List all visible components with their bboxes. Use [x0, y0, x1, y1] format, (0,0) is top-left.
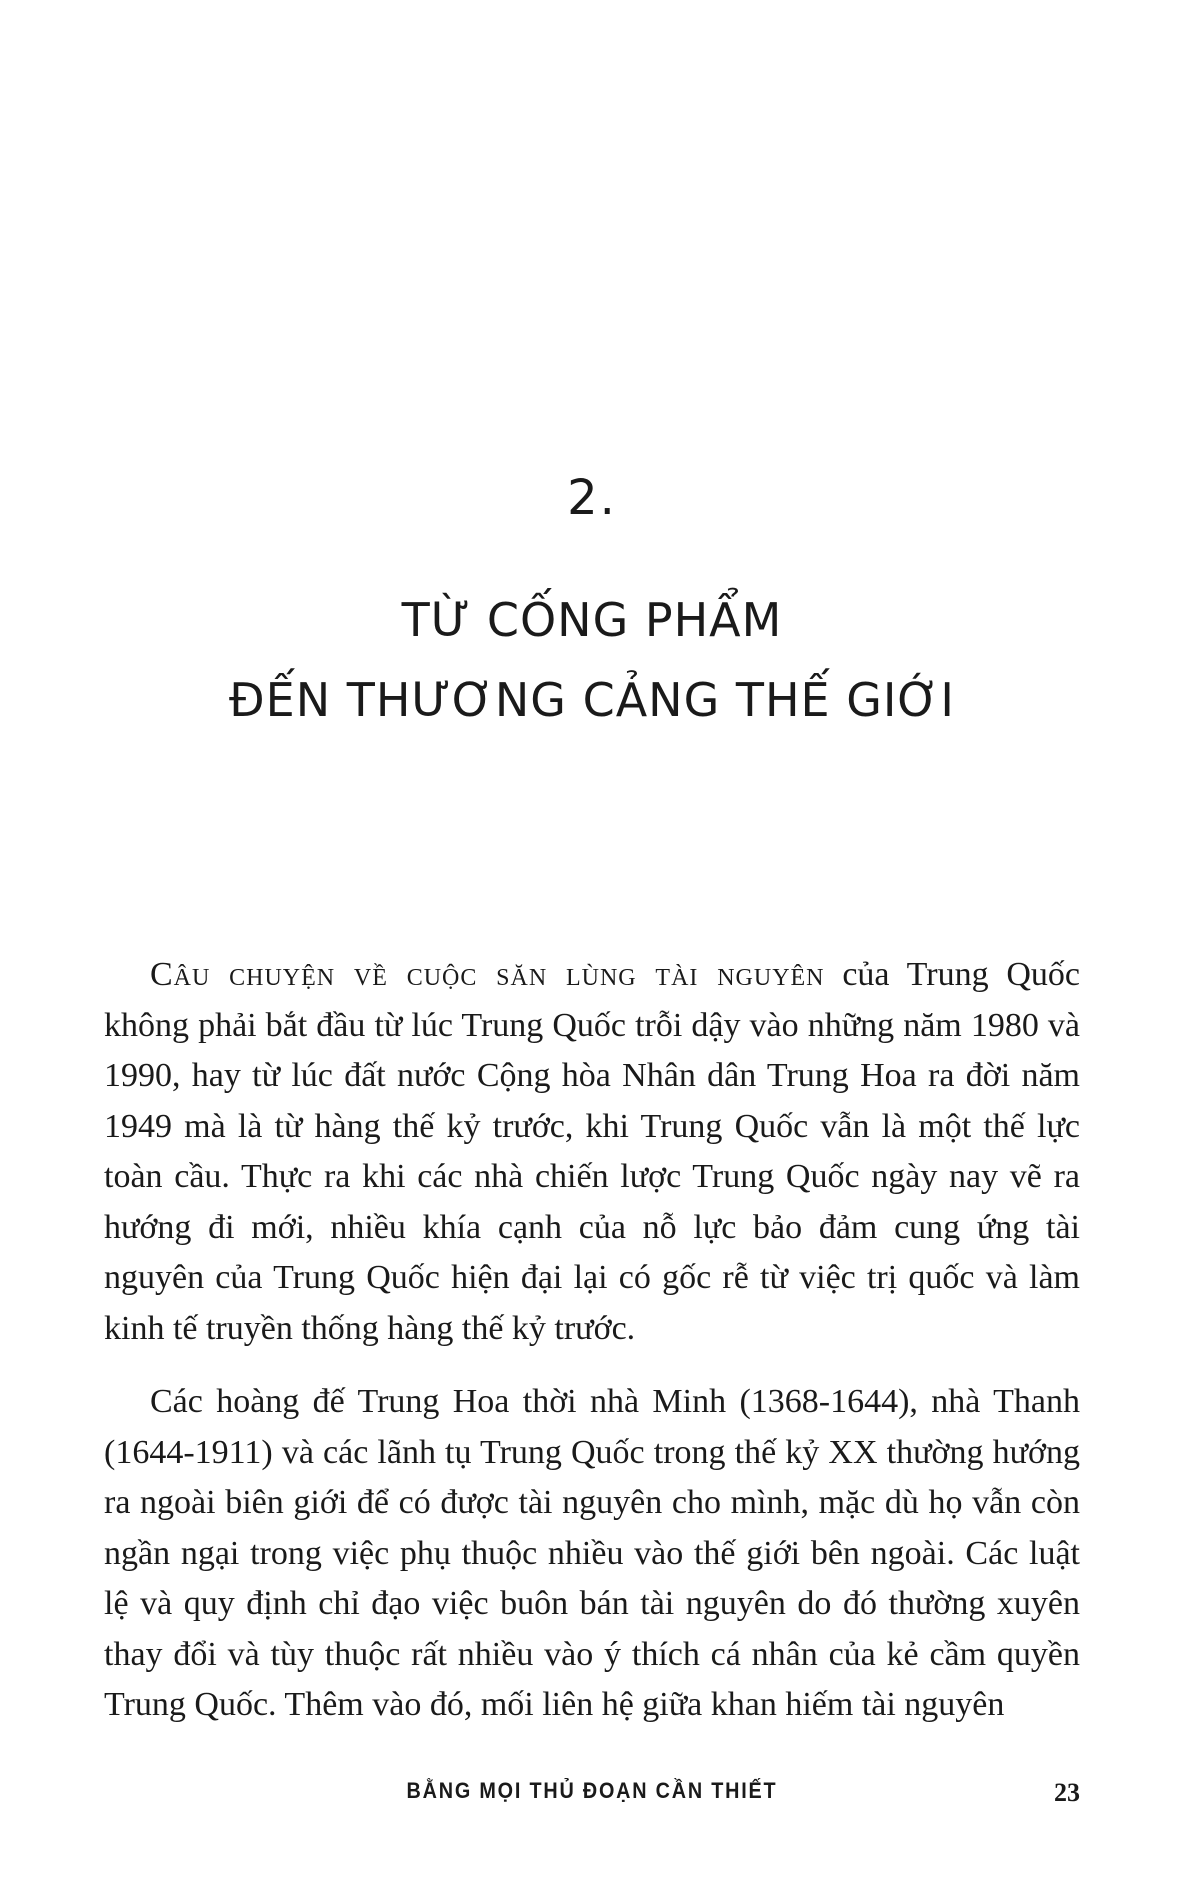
chapter-title-line-1: TỪ CỐNG PHẨM — [401, 593, 783, 647]
chapter-number: 2. — [567, 470, 617, 526]
chapter-title-line-2: ĐẾN THƯƠNG CẢNG THẾ GIỚI — [229, 673, 955, 727]
page-number: 23 — [1054, 1778, 1080, 1807]
chapter-title — [0, 580, 1184, 740]
paragraph-1-body: của Trung Quốc không phải bắt đầu từ lúc Trung Quốc trỗi dậy vào những năm 1980 và 1990, hay từ lúc đất nước Cộng hòa Nhân dân Trung Hoa ra đời năm 1949 mà là từ hàng thế kỷ trước, khi Trung Quốc vẫn là một thế lực toàn cầu. Thực ra khi các nhà chiến lược Trung Quốc ngày nay vẽ ra hướng đi mới, nhiều khía cạnh của nỗ lực bảo đảm cung ứng tài nguyên của Trung Quốc hiện đại lại có gốc rễ từ việc trị quốc và làm kinh tế truyền thống hàng thế kỷ trước. — [104, 956, 1081, 1347]
paragraph-1-lead: Câu chuyện về cuộc săn lùng tài nguyên — [150, 956, 825, 993]
running-footer-title: BẰNG MỌI THỦ ĐOẠN CẦN THIẾT — [406, 1778, 778, 1803]
paragraph-2: Các hoàng đế Trung Hoa thời nhà Minh (1368-1644), nhà Thanh (1644-1911) và các lãnh tụ Trung Quốc trong thế kỷ XX thường hướng ra ngoài biên giới để có được tài nguyên cho mình, mặc dù họ vẫn còn ngần ngại trong việc phụ thuộc nhiều vào thế giới bên ngoài. Các luật lệ và quy định chỉ đạo việc buôn bán tài nguyên do đó thường xuyên thay đổi và tùy thuộc rất nhiều vào ý thích cá nhân của kẻ cầm quyền Trung Quốc. Thêm vào đó, mối liên hệ giữa khan hiếm tài nguyên — [104, 1383, 1080, 1723]
paragraph-1 — [104, 950, 1080, 1354]
